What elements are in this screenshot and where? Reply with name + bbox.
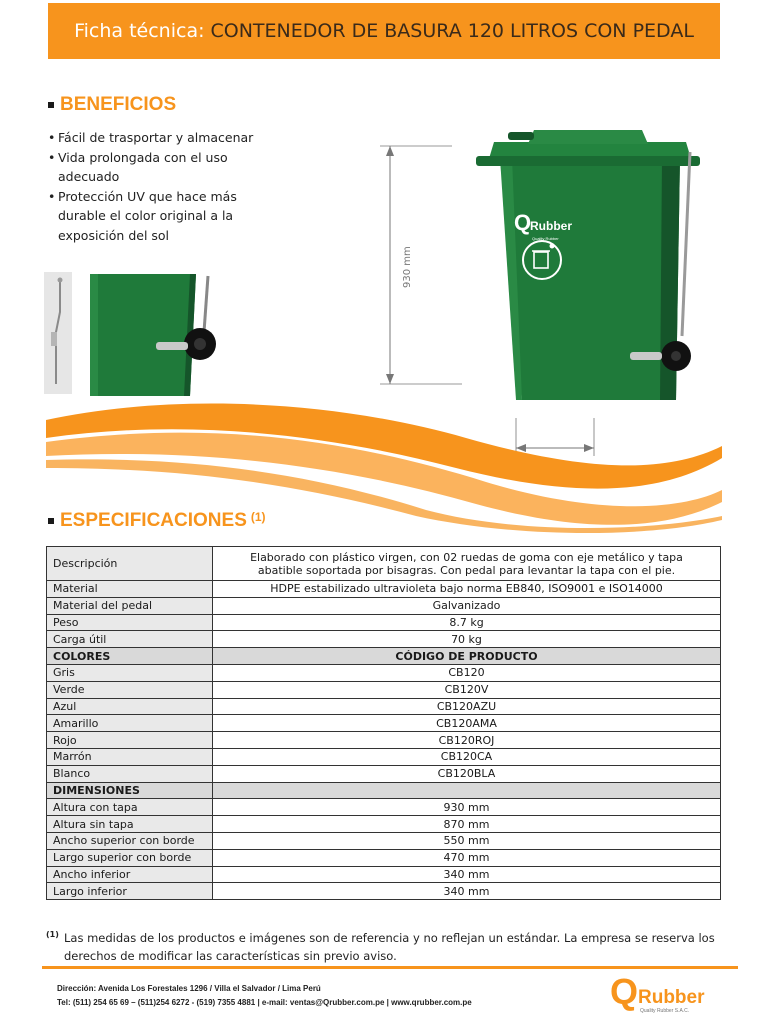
table-row	[47, 816, 721, 833]
table-row	[47, 581, 721, 598]
list-item: • Vida prolongada con el uso adecuado	[48, 148, 270, 187]
specs-title-text: ESPECIFICACIONES	[60, 510, 247, 531]
table-row	[47, 883, 721, 900]
table-row	[47, 732, 721, 749]
specs-title	[48, 510, 266, 532]
row-label: Largo superior con borde	[47, 849, 213, 866]
row-label: Material del pedal	[47, 597, 213, 614]
row-label: Altura con tapa	[47, 799, 213, 816]
product-brand-initial: Q	[514, 210, 532, 235]
logo-tagline: Quality Rubber S.A.C.	[640, 1008, 690, 1014]
row-value: CB120CA	[213, 748, 721, 765]
list-item: • Protección UV que hace más durable el color original a la exposición del sol	[48, 187, 270, 246]
table-row	[47, 866, 721, 883]
row-value: CB120V	[213, 681, 721, 698]
pedal-rod-photo	[44, 272, 72, 394]
table-row	[47, 614, 721, 631]
footnote	[46, 929, 720, 965]
row-label: Rojo	[47, 732, 213, 749]
table-row	[47, 631, 721, 648]
row-label: Altura sin tapa	[47, 816, 213, 833]
row-value: 470 mm	[213, 849, 721, 866]
row-value: 70 kg	[213, 631, 721, 648]
table-row	[47, 715, 721, 732]
row-value: Galvanizado	[213, 597, 721, 614]
table-row	[47, 664, 721, 681]
footer-divider	[42, 966, 738, 969]
row-value: CB120AMA	[213, 715, 721, 732]
height-dimension-label: 930 mm	[402, 246, 413, 288]
row-label: Descripción	[47, 547, 213, 581]
row-value: 930 mm	[213, 799, 721, 816]
dimensions-header-label: DIMENSIONES	[47, 782, 213, 799]
row-label: Marrón	[47, 748, 213, 765]
wheel-pedal-photo	[86, 272, 222, 396]
table-row	[47, 681, 721, 698]
specs-table	[46, 546, 721, 900]
row-value: HDPE estabilizado ultravioleta bajo norma EB840, ISO9001 e ISO14000	[213, 581, 721, 598]
footnote-text: Las medidas de los productos e imágenes son de referencia y no reflejan un estándar. La empresa se reserva los derechos de modificar las características sin previo aviso.	[64, 931, 715, 963]
row-label: Blanco	[47, 765, 213, 782]
row-value: 340 mm	[213, 883, 721, 900]
footnote-mark: (1)	[46, 930, 59, 939]
product-brand-text: Rubber	[530, 219, 572, 233]
table-row	[47, 832, 721, 849]
header-title: CONTENEDOR DE BASURA 120 LITROS CON PEDAL	[210, 20, 694, 42]
table-header-row	[47, 782, 721, 799]
table-header-row	[47, 648, 721, 665]
dimensions-header-value	[213, 782, 721, 799]
list-item: • Fácil de trasportar y almacenar	[48, 128, 270, 148]
description-line: Elaborado con plástico virgen, con 02 ruedas de goma con eje metálico y tapa	[250, 550, 683, 564]
row-value: CB120ROJ	[213, 732, 721, 749]
table-row	[47, 799, 721, 816]
row-value: 8.7 kg	[213, 614, 721, 631]
table-row	[47, 765, 721, 782]
row-label: Verde	[47, 681, 213, 698]
row-value: CB120	[213, 664, 721, 681]
header-bar	[48, 3, 720, 59]
table-row	[47, 547, 721, 581]
row-label: Ancho inferior	[47, 866, 213, 883]
row-value	[213, 547, 721, 581]
footer-address: Dirección: Avenida Los Forestales 1296 / Villa el Salvador / Lima Perú	[57, 984, 321, 993]
logo-initial: Q	[610, 971, 639, 1012]
benefits-title-text: BENEFICIOS	[60, 94, 177, 115]
header-prefix: Ficha técnica:	[74, 20, 205, 42]
benefits-list	[48, 128, 270, 245]
row-label: Amarillo	[47, 715, 213, 732]
row-label: Peso	[47, 614, 213, 631]
colors-header-value: CÓDIGO DE PRODUCTO	[213, 648, 721, 665]
table-row	[47, 698, 721, 715]
colors-header-label: COLORES	[47, 648, 213, 665]
table-row	[47, 597, 721, 614]
bullet-square-icon	[48, 518, 54, 524]
footer-contact: Tel: (511) 254 65 69 – (511)254 6272 - (519) 7355 4881 | e-mail: ventas@Qrubber.com.pe | www.qrubber.com.pe	[57, 998, 472, 1007]
logo-text: Rubber	[638, 987, 705, 1008]
specs-note-mark: (1)	[250, 510, 266, 524]
description-line: abatible soportada por bisagras. Con pedal para levantar la tapa con el pie.	[257, 563, 676, 577]
row-label: Carga útil	[47, 631, 213, 648]
benefits-title	[48, 94, 176, 116]
table-row	[47, 849, 721, 866]
row-value: CB120AZU	[213, 698, 721, 715]
row-value: 340 mm	[213, 866, 721, 883]
row-value: 870 mm	[213, 816, 721, 833]
product-brand-tagline: Quality Rubber	[532, 236, 559, 241]
brand-logo	[608, 970, 728, 1016]
table-row	[47, 748, 721, 765]
row-label: Ancho superior con borde	[47, 832, 213, 849]
row-label: Material	[47, 581, 213, 598]
row-label: Largo inferior	[47, 883, 213, 900]
row-label: Gris	[47, 664, 213, 681]
bullet-square-icon	[48, 102, 54, 108]
row-value: 550 mm	[213, 832, 721, 849]
row-label: Azul	[47, 698, 213, 715]
footer-info	[57, 982, 617, 1010]
row-value: CB120BLA	[213, 765, 721, 782]
